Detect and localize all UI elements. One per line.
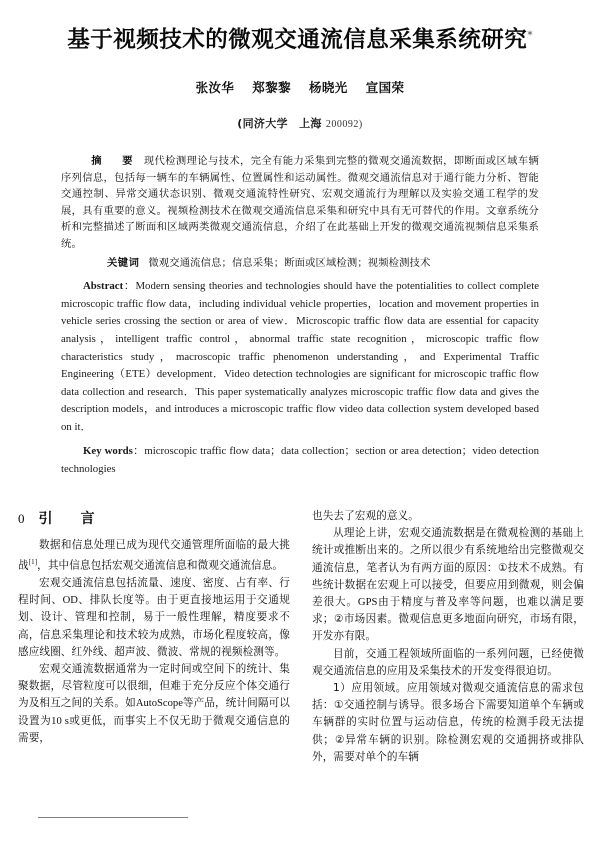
paragraph [18, 661, 290, 747]
keywords-label-cn: 关键词 [107, 257, 140, 270]
paragraph-text: 宏观交通流数据通常为一定时间或空间下的统计、集聚数据，尽管粒度可以很细，但难于充分反应个体交通行为及相互之间的关系。如 [18, 662, 290, 710]
paragraph [312, 680, 584, 766]
paragraph-text: 1）应用领域。应用领域对微观交通流信息的需求包括：①交通控制与诱导。很多场合下需要知道单个车辆或车辆群的实时位置与运动信息，传统的检测手段无法提供；②异常车辆的识别。除检测宏观的交通拥挤或排队外，需要对单个的车辆 [312, 682, 584, 763]
keywords-text-cn: 微观交通流信息；信息采集；断面或区域检测；视频检测技术 [148, 257, 431, 270]
footnote-rule [38, 817, 188, 818]
term-od: OD [62, 595, 78, 607]
keywords-separator-en: ： [132, 445, 145, 458]
paragraph [312, 525, 584, 645]
paragraph-text: ，其中信息包括宏观交通流信息和微观交通流信息。 [37, 559, 284, 572]
section-title: 引 言 [38, 511, 102, 527]
product-name-autoscope: AutoScope [135, 698, 183, 710]
paper-title-text: 基于视频技术的微观交通流信息采集系统研究 [67, 27, 528, 53]
body-columns [18, 508, 584, 828]
paragraph-text: 数据和信息处理已成为现代交通管理所面临的最大挑战 [18, 539, 290, 572]
author-name: 张汝华 [195, 80, 235, 96]
interval-value: 10 s [51, 715, 69, 727]
author-name: 郑黎黎 [252, 80, 291, 96]
paragraph [312, 508, 584, 525]
abstract-label-en: Abstract [83, 280, 124, 293]
paragraph [18, 575, 290, 661]
title-footnote-marker: * [527, 28, 533, 42]
paragraph-text: 由于精度与普及率等问题，也难以满足要求；②市场因素。微观信息更多地面向研究，市场有限，开发亦有限。 [312, 596, 584, 643]
section-number: 0 [18, 511, 26, 526]
paragraph [18, 537, 290, 575]
affiliation-institution: (同济大学 上海 [237, 117, 322, 131]
left-column [18, 508, 290, 828]
title-block [0, 0, 600, 131]
paragraph-text: 、排队长度等。由于更直接地运用于交通规划、设计、管理和控制，易于一般性理解，精度要求不高，信息采集理论和技术较为成熟，市场化程度较高，像感应线圈、红外线、超声波、微波、常规的视频检测等。 [18, 594, 290, 658]
keywords-text-en: microscopic traffic flow data；data collection；section or area detection；video detection technologies [61, 445, 539, 476]
abstract-separator-en: ： [123, 280, 136, 293]
author-name: 宣国荣 [365, 80, 405, 96]
affiliation-postcode: 200092) [325, 119, 363, 131]
section-heading-introduction [18, 508, 290, 528]
paragraph-text: 从理论上讲，宏观交通流数据是在微观检测的基础上统计或推断出来的。之所以很少有系统地给出完整微观交通流信息，笔者认为有两方面的原因：①技术不成熟。有些统计数据在宏观上可以接受，但要应用到微观，则会偏差很大。 [312, 527, 584, 609]
abstract-text-cn: 现代检测理论与技术，完全有能力采集到完整的微观交通流数据，即断面或区域车辆序列信息，包括每一辆车的车辆属性、位置属性和运动属性。微观交通流信息对于通行能力分析、智能交通控制、异常交通状态识别、微观交通流特性研究、宏观交通流行为理解以及实验交通工程学的发展，具有重要的意义。视频检测技术在微观交通流信息采集和研究中具有无可替代的作用。文章系统分析和完整描述了断面和区域两类微观交通流信息，介绍了在此基础上开发的微观交通流视频信息采集系统。 [61, 155, 539, 250]
abstract-block [61, 153, 539, 479]
paragraph-text: 宏观交通流信息包括流量、速度、密度、占有率、行程时间、 [18, 576, 290, 607]
page-title [0, 26, 600, 54]
paragraph-text: 目前，交通工程领域所面临的一系列问题，已经使微观交通流信息的应用及采集技术的开发变得很迫切。 [312, 647, 584, 677]
author-list [0, 78, 600, 96]
term-gps: GPS [357, 597, 378, 609]
english-keywords [61, 443, 539, 478]
abstract-text-en: Modern sensing theories and technologies should have the potentialities to collect complete microscopic traffic flow data，including individual vehicle properties，location and movement properties in vehicle series crossing the section or area of view．Microscopic traffic flow data are essential for capacity analysis，intelligent traffic control，abnormal traffic state recognition，microscopic traffic flow characteristics study，macroscopic traffic phenomenon understanding，and Experimental Traffic Engineering（ETE）development．Video detection technologies are significant for microscopic traffic flow data collection and research．This paper systematically analyzes microscopic traffic flow data and gives the description models，and introduces a microscopic traffic flow video data collection system developed based on it． [61, 280, 540, 433]
right-column [312, 508, 584, 828]
keywords-label-en: Key words [83, 445, 133, 458]
paragraph [312, 646, 584, 680]
abstract-label-cn: 摘 要 [91, 155, 138, 168]
chinese-keywords [61, 255, 539, 272]
english-abstract [61, 278, 539, 436]
paragraph-text: 或更低，而事实上不仅无助于微观交通信息的需要， [18, 714, 290, 744]
paragraph-text: 也失去了宏观的意义。 [312, 510, 419, 522]
author-name: 杨晓光 [309, 80, 348, 96]
citation-reference: [1] [28, 558, 38, 567]
paragraph-text: 等产品，统计间隔可以设置为 [18, 697, 290, 727]
chinese-abstract [61, 153, 539, 252]
affiliation [0, 115, 600, 131]
